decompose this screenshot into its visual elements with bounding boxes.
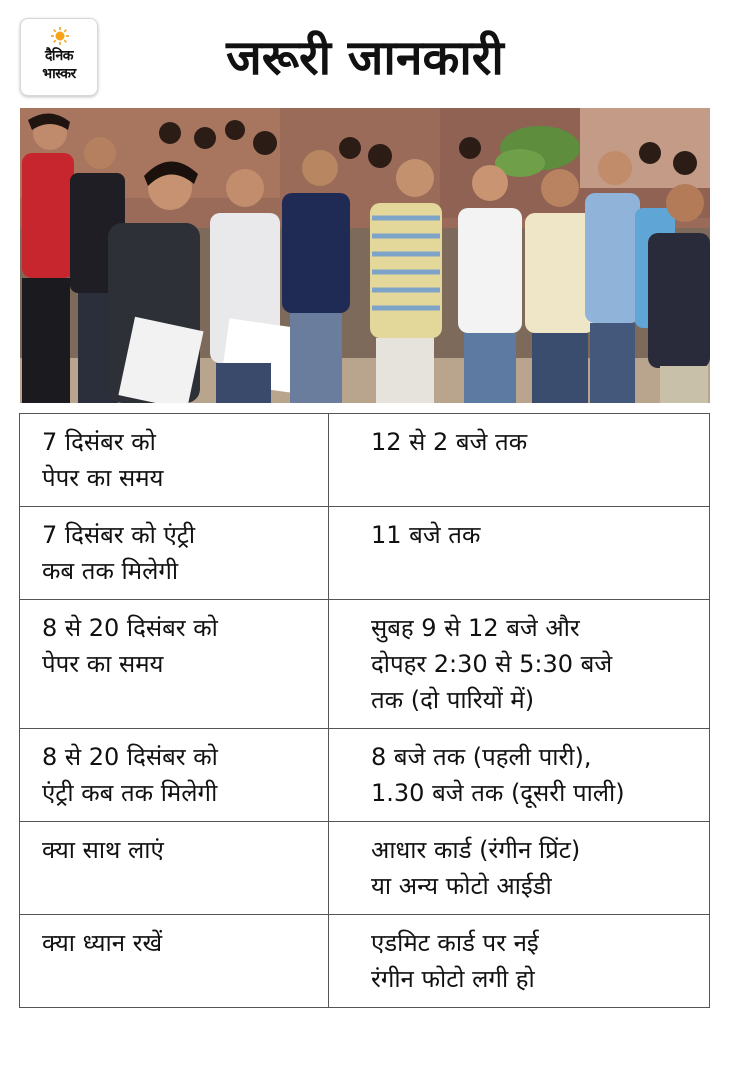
row-value: आधार कार्ड (रंगीन प्रिंट) या अन्य फोटो आईडी	[329, 822, 710, 915]
table-row	[20, 414, 710, 507]
row-label: 7 दिसंबर को पेपर का समय	[20, 414, 329, 507]
row-label: 8 से 20 दिसंबर को पेपर का समय	[20, 600, 329, 729]
row-value: सुबह 9 से 12 बजे और दोपहर 2:30 से 5:30 बजे तक (दो पारियों में)	[329, 600, 710, 729]
row-label: 8 से 20 दिसंबर को एंट्री कब तक मिलेगी	[20, 729, 329, 822]
page-title: जरूरी जानकारी	[226, 30, 504, 86]
row-value: 8 बजे तक (पहली पारी), 1.30 बजे तक (दूसरी पाली)	[329, 729, 710, 822]
row-value: 12 से 2 बजे तक	[329, 414, 710, 507]
row-value: 11 बजे तक	[329, 507, 710, 600]
students-photo-illustration	[20, 108, 710, 403]
info-table	[19, 413, 710, 1008]
row-value: एडमिट कार्ड पर नई रंगीन फोटो लगी हो	[329, 915, 710, 1008]
row-label: क्या साथ लाएं	[20, 822, 329, 915]
table-row	[20, 729, 710, 822]
dainik-bhaskar-logo	[20, 18, 98, 96]
row-label: क्या ध्यान रखें	[20, 915, 329, 1008]
table-row	[20, 600, 710, 729]
sun-icon	[51, 27, 69, 45]
logo-text-line1: दैनिक	[44, 48, 74, 64]
table-row	[20, 507, 710, 600]
logo-text-line2: भास्कर	[42, 66, 76, 82]
students-photo	[20, 108, 710, 403]
table-row	[20, 915, 710, 1008]
row-label: 7 दिसंबर को एंट्री कब तक मिलेगी	[20, 507, 329, 600]
table-row	[20, 822, 710, 915]
